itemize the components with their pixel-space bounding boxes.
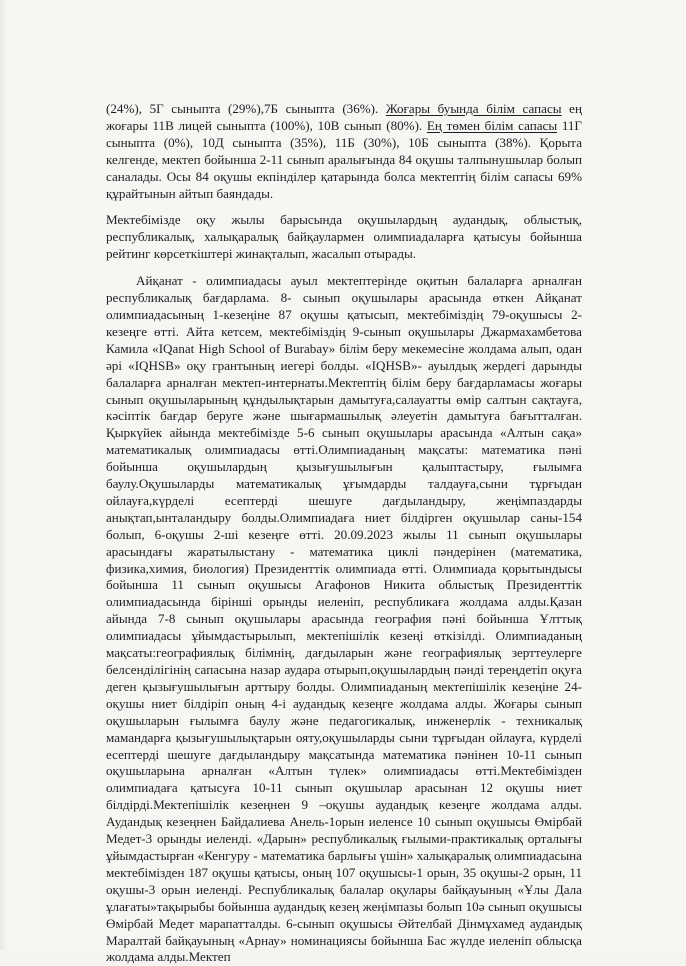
underlined-phrase-lowest-quality: Ең төмен білім сапасы: [426, 117, 558, 133]
paragraph-results-summary: [106, 101, 582, 202]
underlined-phrase-highest-quality: Жоғары буында білім сапасы: [385, 101, 562, 116]
text-run: (24%), 5Г сыныпта (29%),7Б сыныпта (36%).: [106, 101, 386, 116]
paragraph-rating-intro: Мектебімізде оқу жылы барысында оқушылардың аудандық, облыстық, республикалық, халықаралық байқаулармен олимпиадаларға қатысуы бойынша рейтинг көрсеткіштері жинақталып, жасалып отырады.: [106, 212, 582, 262]
document-body: [106, 101, 582, 966]
scan-edge-shadow: [0, 0, 8, 950]
text-run: 11Г сыныпта (0%), 10Д сыныпта (35%), 11Б (30%), 10Б сыныпта (38%). Қорыта келгенде, мектеп бойынша 2-11 сынып аралығында 84 оқушы талпынушылар болып саналады. Осы 84 оқушы екпінділер қатарында болса мектептің білім сапасы 69% құрайтынын айтып баяндады.: [106, 117, 583, 201]
paragraph-olympiads: Айқанат - олимпиадасы ауыл мектептерінде оқитын балаларға арналған республикалық бағдарлама. 8- сынып оқушылары арасында өткен Айқанат олимпиадасының 1-кезеңіне 87 оқушы қатысып, мектебіміздің 79-оқушысы 2-кезеңге өтті. Айта кетсем, мектебіміздің 9-сынып оқушылары Джармахамбетова Камила «IQanat High School of Burabay» білім беру мекемесіне жолдама алып, одан әрі «IQHSB» оқу грантының иегері болды. «IQHSB»- ауылдық жердегі дарынды балаларға арналған мектеп-интернаты.Мектептің білім беру бағдарламасы жоғары сынып оқушыларының құндылықтарын дамытуға,салауатты өмір салтын сақтауға, кәсіптік бағдар беруге және шығармашылық әлеуетін дамытуға бағытталған. Қыркүйек айында мектебімізде 5-6 сынып оқушылары арасында «Алтын сақа» математикалық олимпиадасы өтті.Олимпиаданың мақсаты: математика пәні бойынша оқушылардың қызығушылығын қалыптастыру, ғылымға баулу.Оқушыларды математикалық ұғымдарды талдауға,сыни тұрғыдан ойлауға,күрделі есептерді шешуге дағдыландыру, жеңімпаздарды анықтап,ынталандыру болды.Олимпиадаға ниет білдірген оқушылар саны-154 болып, 6-оқушы 2-ші кезеңге өтті. 20.09.2023 жылы 11 сынып оқушылары арасындағы жаратылыстану - математика циклі пәндерінен (математика, физика,химия, биология) Президенттік олимпиада өтті. Олимпиада қорытындысы бойынша 11 сынып оқушысы Агафонов Никита облыстық Президенттік олимпиадасында бірінші орынды иеленіп, республикаға жолдама алды.Қазан айында 7-8 сынып оқушылары арасында география пәні бойынша Ұлттық олимпиадасы ұйымдастырылып, мектепішілік кезеңі өткізілді. Олимпиаданың мақсаты:географиялық білімнің, дағдыларын және географиялық зерттеулерге белсенділігінің сапасына назар аудара отырып,оқушылардың пәнді тереңдетіп оқуға деген қызығушылығын арттыру болды. Олимпиаданың мектепішілік кезеңіне 24-оқушы ниет білдіріп оның 4-і аудандық кезеңге жолдама алды. Жоғары сынып оқушыларын ғылымға баулу және педагогикалық, инженерлік - техникалық мамандарға қызығушылықтарын ояту,оқушыларды сыни тұрғыдан ойлауға, күрделі есептерді шешуге дағдыландыру мақсатында математика пәнінен 10-11 сынып оқушыларына арналған «Алтын түлек» олимпиадасы өтті.Мектебімізден олимпиадаға қатысуға 10-11 сынып оқушылар арасынан 12 оқушы ниет білдірді.Мектепішілік кезеңнен 9 –оқушы аудандық кезеңге жолдама алды. Аудандық кезеңнен Байдалиева Анель-1орын иеленсе 10 сынып оқушысы Өмірбай Медет-3 орынды иеленді. «Дарын» республикалық ғылыми-практикалық орталығы ұйымдастырған «Кенгуру - математика барлығы үшін» халықаралық олимпиадасына мектебімізден 187 оқушы қатысы, оның 107 оқушысы-1 орын, 35 оқушы-2 орын, 11 оқушы-3 орын иеленді. Республикалық балалар оқулары байқауының «Ұлы Дала ұлағаты»тақырыбы бойынша аудандық кезең жеңімпазы болып 10ә сынып оқушысы Өмірбай Медет марапатталды. 6-сынып оқушысы Әйтелбай Дінмұхамед аудандық Маралтай байқауының «Арнау» номинациясы бойынша Бас жүлде иеленіп облысқа жолдама алды.Мектеп: [106, 273, 582, 965]
text-run: ең жоғары 11В лицей сыныпта (100%), 10В сынып (80%).: [106, 101, 582, 133]
